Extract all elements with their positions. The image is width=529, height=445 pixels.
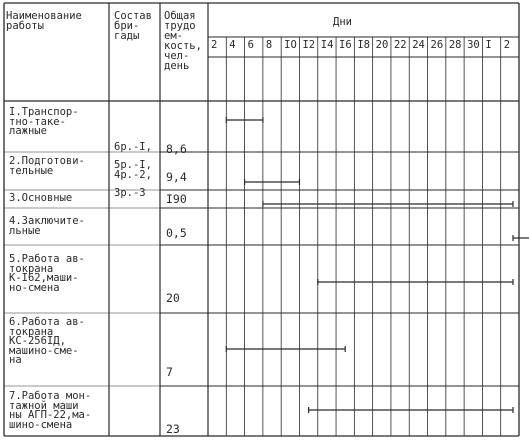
day-label: I6: [339, 39, 352, 51]
day-label: I8: [357, 39, 370, 51]
task-name: 3.Основные: [9, 192, 73, 204]
day-label: 30: [467, 39, 480, 51]
task-name: 4.Заключите- льные: [9, 215, 85, 237]
day-label: 2: [211, 39, 218, 51]
day-label: 22: [393, 39, 407, 51]
task-name: 5.Работа ав- токрана К-I62,маши- но-смена: [9, 253, 85, 294]
day-label: 28: [448, 39, 462, 51]
day-label: 6: [247, 39, 254, 51]
header-crew: Состав бри- гады: [114, 10, 152, 42]
day-label: 8: [265, 39, 273, 51]
header-labor: Общая трудо ем- кость, чел- день: [164, 10, 202, 72]
crew-value: 6р.-I,: [114, 141, 152, 153]
labor-value: 20: [166, 291, 180, 305]
labor-value: 23: [166, 422, 180, 436]
task-name: 6.Работа ав- токрана КС-256IД, машино-сме- на: [9, 316, 85, 367]
header-name: Наименование работы: [6, 10, 82, 32]
labor-value: 7: [166, 365, 173, 379]
day-label: 26: [430, 39, 444, 51]
crew-value: 3р.-3: [114, 187, 146, 199]
labor-value: 0,5: [166, 226, 187, 240]
day-label: 2: [503, 39, 511, 51]
task-name: 2.Подготови- тельные: [9, 155, 85, 177]
day-label: 4: [229, 39, 236, 51]
day-label: 20: [375, 39, 389, 51]
day-label: IO: [284, 39, 297, 51]
labor-value: 9,4: [166, 170, 187, 184]
task-name: 7.Работа мон- тажной маши ны АГП-22,ма- шино-смена: [9, 390, 92, 431]
header-days: Дни: [333, 16, 352, 28]
day-label: I2: [302, 39, 316, 51]
labor-value: I90: [166, 192, 187, 206]
labor-value: 8,6: [166, 142, 187, 156]
day-label: I4: [320, 39, 334, 51]
day-label: I: [485, 39, 492, 51]
task-name: I.Транспор- тно-таке- лажные: [9, 106, 79, 138]
crew-value: 5р.-I, 4р.-2,: [114, 159, 152, 181]
day-label: 24: [412, 39, 425, 51]
